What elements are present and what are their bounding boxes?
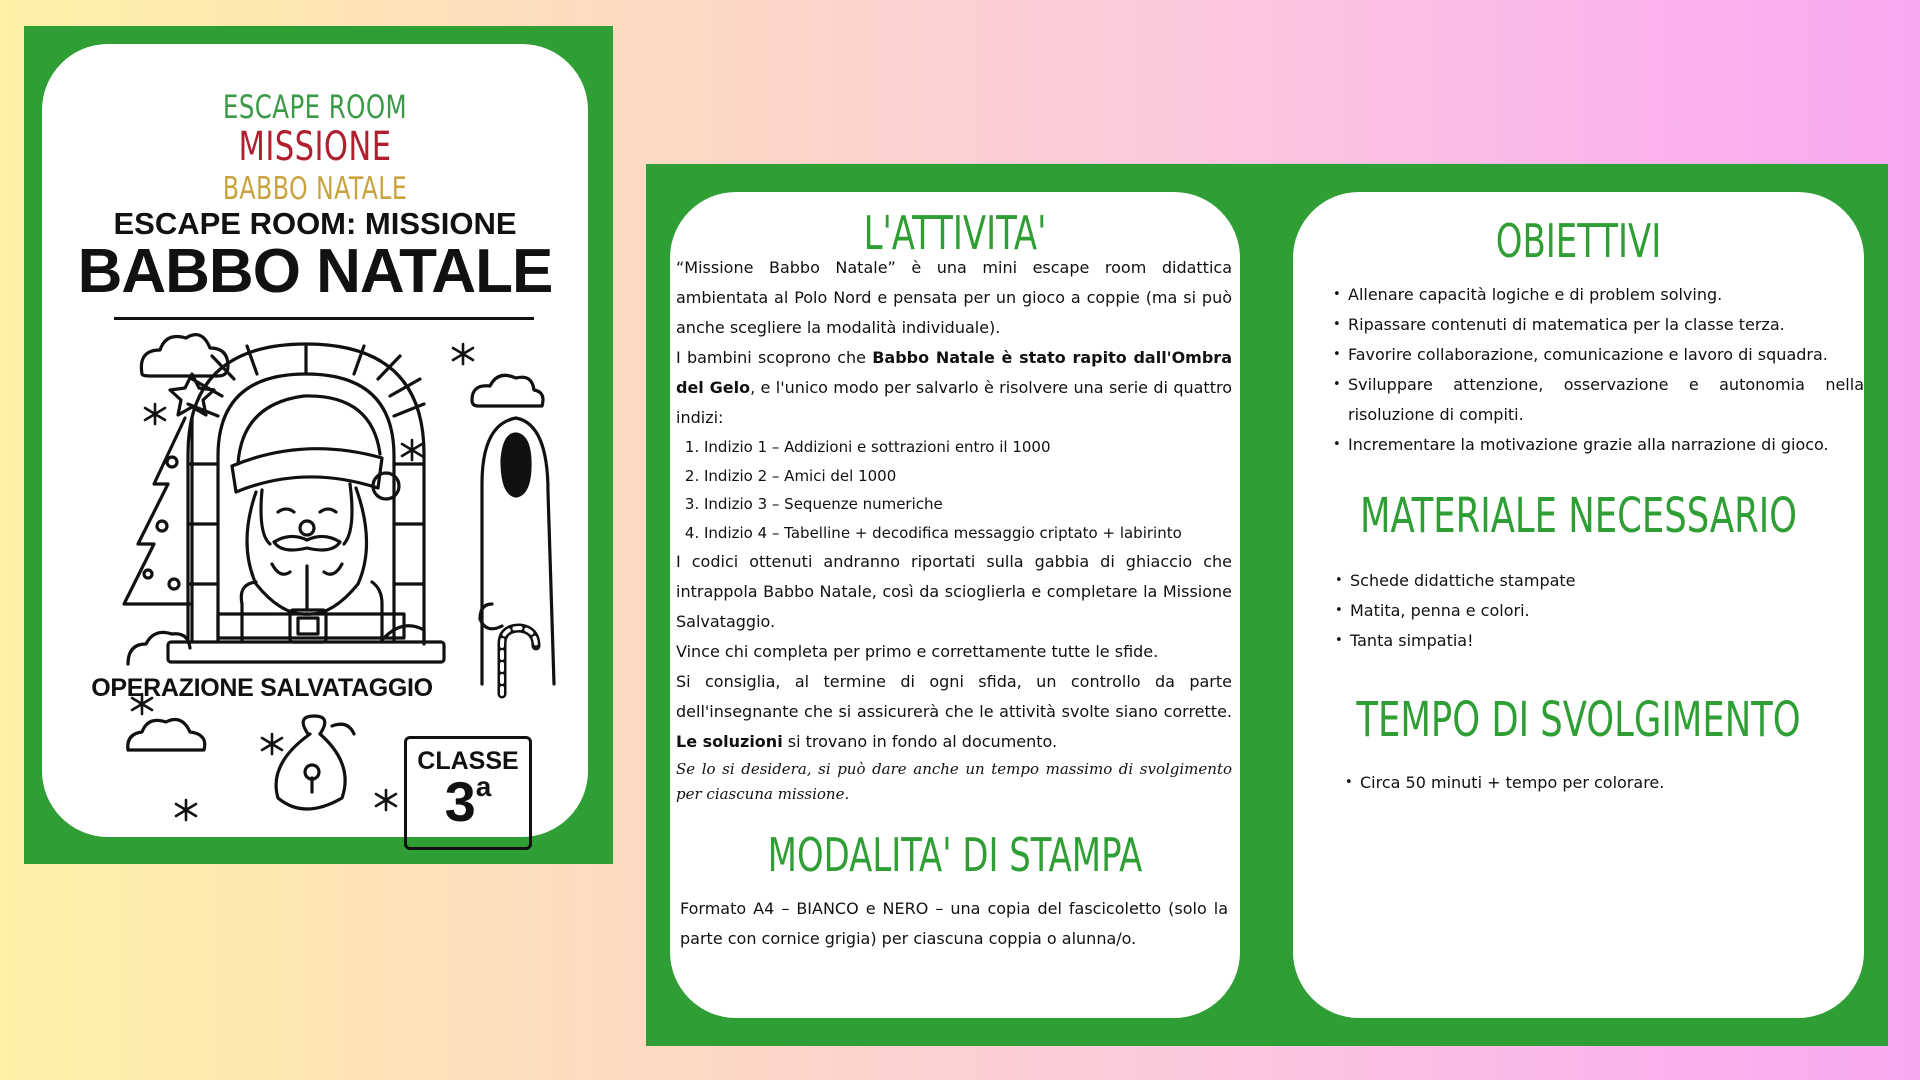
- class-number: 3$^a$: [444, 770, 492, 833]
- class-badge: [404, 736, 532, 850]
- objective-item: • Incrementare la motivazione grazie alla narrazione di gioco.: [1348, 430, 1864, 460]
- materials-list: [1334, 566, 1850, 656]
- objectives-list: [1332, 280, 1864, 460]
- clue-item: 4. Indizio 4 – Tabelline + decodifica messaggio criptato + labirinto: [704, 519, 1232, 548]
- duration-heading: TEMPO DI SVOLGIMENTO: [1356, 692, 1801, 748]
- activity-time-note: Se lo si desidera, si può dare anche un tempo massimo di svolgimento per ciascuna missione.: [676, 760, 1232, 803]
- material-item: • Matita, penna e colori.: [1350, 596, 1850, 626]
- cover-title: BABBO NATALE: [77, 237, 553, 306]
- logo-line-missione: MISSIONE: [238, 124, 392, 170]
- objective-item: • Ripassare contenuti di matematica per la classe terza.: [1348, 310, 1864, 340]
- activity-advice: Si consiglia, al termine di ogni sfida, un controllo da parte dell'insegnante che si assicurerà che le attività svolte siano corrette. Le soluzioni si trovano in fondo al documento.: [676, 672, 1232, 751]
- logo-line-escape-room: ESCAPE ROOM: [222, 88, 408, 126]
- objectives-heading: OBIETTIVI: [1495, 214, 1662, 268]
- info-panel: [646, 164, 1888, 1046]
- activity-body: [676, 253, 1232, 807]
- operation-label: OPERAZIONE SALVATAGGIO: [91, 674, 433, 702]
- duration-list: [1344, 768, 1860, 798]
- objective-item: • Allenare capacità logiche e di problem solving.: [1348, 280, 1864, 310]
- clues-list: [676, 433, 1232, 547]
- class-suffix: a: [475, 771, 492, 802]
- activity-intro: “Missione Babbo Natale” è una mini escape room didattica ambientata al Polo Nord e pensata per un gioco a coppie (ma si può anche scegliere la modalità individuale).: [676, 258, 1232, 337]
- logo-line-babbo-natale: BABBO NATALE: [222, 171, 408, 207]
- activity-heading: L'ATTIVITA': [863, 206, 1047, 260]
- cover-panel: [24, 26, 613, 864]
- info-card-right: [1293, 192, 1864, 1018]
- activity-winner: Vince chi completa per primo e correttamente tutte le sfide.: [676, 642, 1159, 661]
- activity-story: I bambini scoprono che Babbo Natale è stato rapito dall'Ombra del Gelo, e l'unico modo per salvarlo è risolvere una serie di quattro indizi:: [676, 348, 1232, 427]
- clue-item: 3. Indizio 3 – Sequenze numeriche: [704, 490, 1232, 519]
- cover-subtitle: ESCAPE ROOM: MISSIONE: [113, 206, 517, 241]
- clue-item: 1. Indizio 1 – Addizioni e sottrazioni entro il 1000: [704, 433, 1232, 462]
- info-card-left: [670, 192, 1240, 1018]
- material-item: • Schede didattiche stampate: [1350, 566, 1850, 596]
- material-item: • Tanta simpatia!: [1350, 626, 1850, 656]
- santa-illustration: [42, 44, 588, 837]
- duration-item: • Circa 50 minuti + tempo per colorare.: [1360, 768, 1860, 798]
- objective-item: • Sviluppare attenzione, osservazione e autonomia nella risoluzione di compiti.: [1348, 370, 1864, 430]
- printing-text: Formato A4 – BIANCO e NERO – una copia del fascicoletto (solo la parte con cornice grigia) per ciascuna coppia o alunna/o.: [680, 899, 1228, 948]
- materials-heading: MATERIALE NECESSARIO: [1359, 488, 1798, 544]
- activity-codes: I codici ottenuti andranno riportati sulla gabbia di ghiaccio che intrappola Babbo Natale, così da scioglierla e completare la Missione Salvataggio.: [676, 552, 1232, 631]
- clue-item: 2. Indizio 2 – Amici del 1000: [704, 462, 1232, 491]
- cover-card: [42, 44, 588, 837]
- objective-item: • Favorire collaborazione, comunicazione e lavoro di squadra.: [1348, 340, 1864, 370]
- class-label: CLASSE: [417, 747, 519, 775]
- printing-heading: MODALITA' DI STAMPA: [767, 828, 1143, 882]
